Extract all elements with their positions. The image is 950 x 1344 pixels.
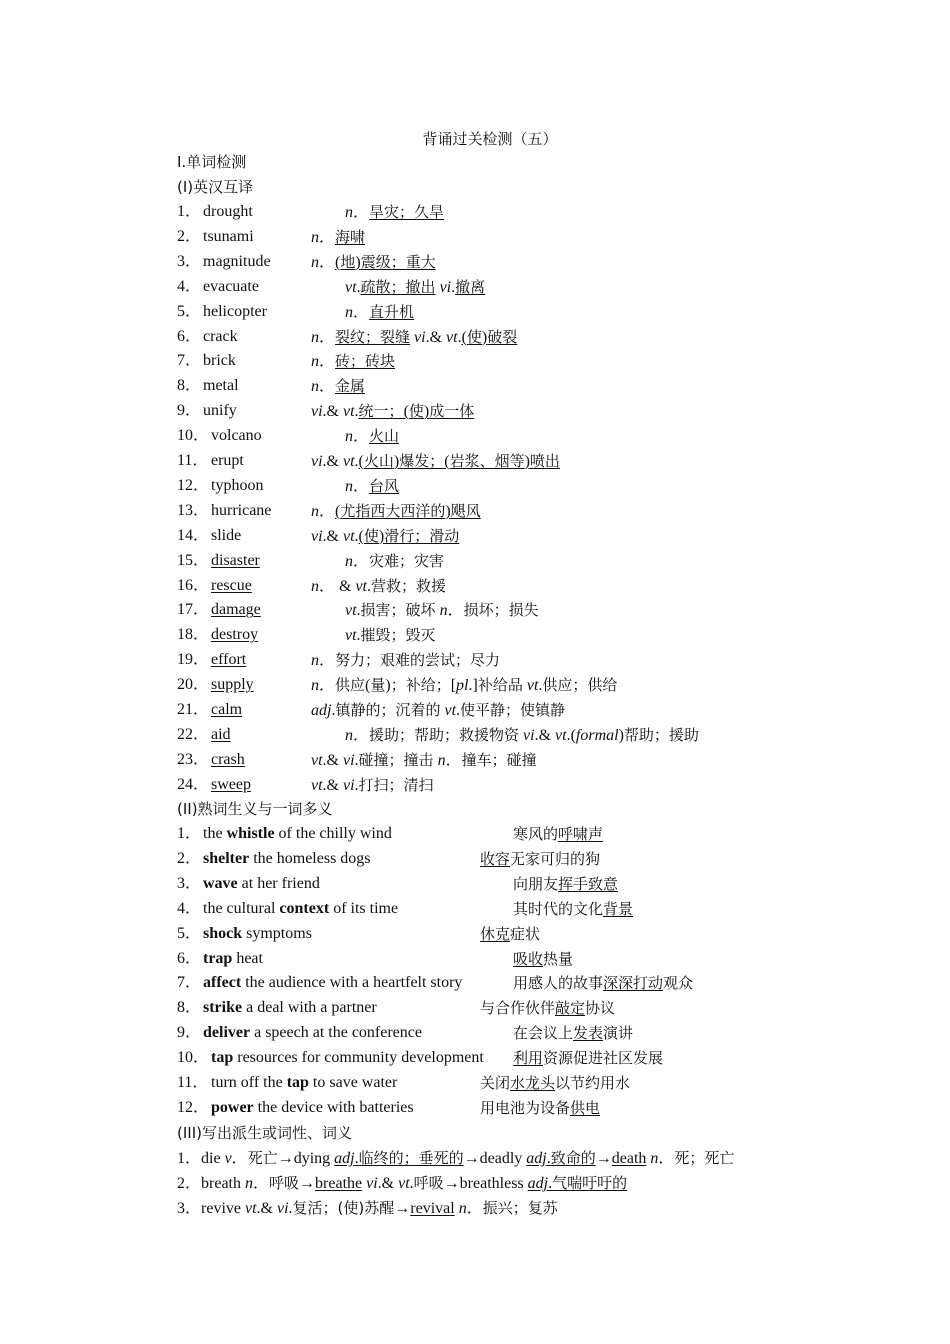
phrase-chinese: 向朋友挥手致意: [513, 874, 619, 893]
vocab-word: 19． effort: [177, 651, 247, 669]
vocab-word: 7． brick: [177, 352, 236, 370]
section-heading: I.单词检测: [177, 153, 247, 171]
vocab-word: 16． rescue: [177, 576, 252, 594]
vocab-definition: n．灾难；灾害: [345, 551, 445, 570]
vocab-definition: vt.损害；破坏 n．损坏；损失: [345, 601, 539, 620]
vocab-definition: n．努力；艰难的尝试；尽力: [311, 651, 501, 670]
phrase-chinese: 用感人的故事深深打动观众: [513, 974, 694, 993]
phrase-chinese: 用电池为设备供电: [480, 1098, 601, 1117]
vocab-definition: n．台风: [345, 476, 400, 495]
vocab-definition: n．旱灾；久旱: [345, 203, 445, 221]
phrase-chinese: 关闭水龙头以节约用水: [480, 1074, 631, 1092]
vocab-definition: n．砖；砖块: [311, 352, 396, 371]
vocab-definition: n．直升机: [345, 302, 415, 321]
phrase-chinese: 利用资源促进社区发展: [513, 1049, 664, 1068]
vocab-word: 2． tsunami: [177, 227, 254, 245]
phrase-chinese: 与合作伙伴敲定协议: [480, 999, 616, 1018]
vocab-definition: n．海啸: [311, 227, 366, 246]
vocab-definition: n．(地)震级；重大: [311, 252, 436, 271]
phrase-english: 12． power the device with batteries: [177, 1098, 414, 1116]
vocab-word: 22． aid: [177, 725, 231, 743]
vocab-word: 8． metal: [177, 377, 239, 395]
vocab-word: 17． damage: [177, 601, 261, 619]
phrase-english: 3． wave at her friend: [177, 874, 320, 892]
phrase-english: 11． turn off the tap to save water: [177, 1074, 398, 1091]
vocab-word: 9． unify: [177, 402, 237, 420]
vocab-definition: n．援助；帮助；救援物资 vi.& vt.(formal)帮助；援助: [345, 725, 699, 744]
vocab-definition: vt.& vi.碰撞；撞击 n．撞车；碰撞: [311, 750, 537, 769]
vocab-definition: n．(尤指西大西洋的)飓风: [311, 501, 481, 520]
vocab-definition: n．火山: [345, 427, 400, 446]
vocab-word: 12． typhoon: [177, 476, 264, 494]
vocab-word: 15． disaster: [177, 551, 260, 569]
phrase-english: 1． the whistle of the chilly wind: [177, 825, 392, 842]
phrase-chinese: 吸收热量: [513, 949, 574, 968]
vocab-definition: vi.& vt.统一；(使)成一体: [311, 402, 475, 421]
vocab-word: 14． slide: [177, 526, 242, 544]
vocab-definition: n． & vt.营救；救援: [311, 576, 447, 595]
derivative-item: 2．breath n．呼吸→breathe vi.& vt.呼吸→breathless adj.气喘吁吁的: [177, 1173, 628, 1192]
derivative-item: 1．die v．死亡→dying adj.临终的；垂死的→deadly adj.致命的→death n．死；死亡: [177, 1149, 735, 1167]
vocab-word: 6． crack: [177, 327, 238, 345]
vocab-word: 13． hurricane: [177, 501, 272, 519]
phrase-english: 7． affect the audience with a heartfelt story: [177, 974, 463, 992]
vocab-word: 21． calm: [177, 701, 243, 718]
phrase-english: 4． the cultural context of its time: [177, 899, 399, 917]
vocab-definition: n．裂纹；裂缝 vi.& vt.(使)破裂: [311, 327, 518, 346]
part-heading-3: (III)写出派生或词性、词义: [177, 1124, 352, 1142]
page-title: 背诵过关检测（五）: [422, 130, 558, 148]
phrase-english: 9． deliver a speech at the conference: [177, 1024, 422, 1042]
vocab-word: 24． sweep: [177, 775, 251, 793]
phrase-english: 5． shock symptoms: [177, 924, 312, 942]
vocab-definition: vi.& vt.(使)滑行；滑动: [311, 526, 460, 545]
vocab-word: 11． erupt: [177, 452, 244, 469]
vocab-word: 3． magnitude: [177, 252, 271, 270]
vocab-word: 23． crash: [177, 750, 245, 768]
phrase-english: 10． tap resources for community development: [177, 1049, 484, 1067]
phrase-chinese: 在会议上发表演讲: [513, 1024, 634, 1043]
vocab-definition: vt.摧毁；毁灭: [345, 626, 436, 645]
phrase-chinese: 收容无家可归的狗: [480, 849, 601, 868]
vocab-definition: vt.& vi.打扫；清扫: [311, 775, 434, 794]
vocab-definition: vt.疏散；撤出 vi.撤离: [345, 277, 486, 296]
phrase-english: 6． trap heat: [177, 949, 263, 967]
phrase-english: 2． shelter the homeless dogs: [177, 849, 371, 867]
phrase-chinese: 休克症状: [480, 924, 541, 943]
vocab-word: 5． helicopter: [177, 302, 267, 320]
part-heading-2: (II)熟词生义与一词多义: [177, 800, 333, 818]
vocab-definition: n．供应(量)；补给；[pl.]补给品 vt.供应；供给: [311, 676, 618, 695]
vocab-word: 18． destroy: [177, 626, 259, 644]
vocab-word: 1． drought: [177, 203, 253, 220]
part-heading-1: (I)英汉互译: [177, 178, 254, 196]
derivative-item: 3．revive vt.& vi.复活；(使)苏醒→revival n．振兴；复苏: [177, 1198, 558, 1217]
vocab-word: 10． volcano: [177, 427, 262, 445]
vocab-definition: n．金属: [311, 377, 366, 396]
vocab-definition: vi.& vt.(火山)爆发；(岩浆、烟等)喷出: [311, 452, 560, 470]
phrase-english: 8． strike a deal with a partner: [177, 999, 377, 1017]
vocab-word: 4． evacuate: [177, 277, 259, 295]
phrase-chinese: 其时代的文化背景: [513, 899, 634, 918]
phrase-chinese: 寒风的呼啸声: [513, 825, 604, 843]
vocab-definition: adj.镇静的；沉着的 vt.使平静；使镇静: [311, 701, 566, 719]
vocab-word: 20． supply: [177, 676, 254, 694]
